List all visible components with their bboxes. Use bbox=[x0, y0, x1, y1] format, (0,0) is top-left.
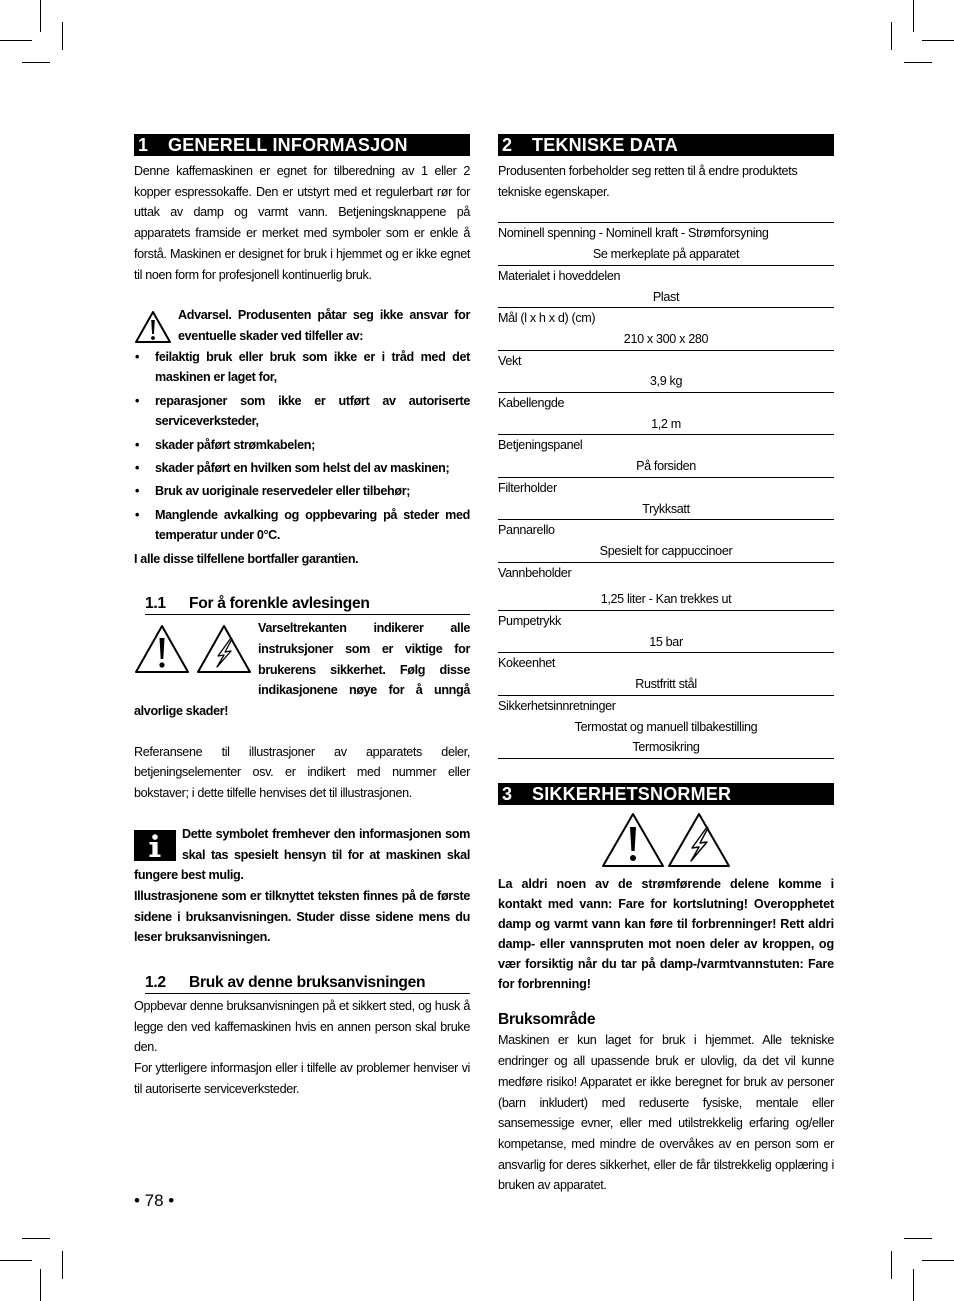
table-row bbox=[498, 478, 834, 520]
spec-value: Rustfritt stål bbox=[635, 677, 697, 692]
crop-mark bbox=[0, 40, 32, 41]
section-number: 2 bbox=[502, 135, 513, 155]
spec-value: Spesielt for cappuccinoer bbox=[599, 543, 733, 558]
table-row bbox=[498, 393, 834, 435]
crop-mark bbox=[904, 1238, 932, 1239]
section-1-intro: Denne kaffemaskinen er egnet for tilberedning av 1 eller 2 kopper espressokaffe. Den er utstyrt med et regulerbart rør for uttak av damp og varmt vann. Betjeningsknappene på apparatets framside er merket med symboler som er enkle å forstå. Maskinen er designet for bruk i hjemmet og er ikke egnet til noen form for profesjonell kontinuerlig bruk. bbox=[134, 164, 470, 282]
spec-value: På forsiden bbox=[636, 459, 696, 474]
spec-label: Filterholder bbox=[498, 480, 557, 495]
spec-label: Pannarello bbox=[498, 523, 555, 538]
table-row bbox=[498, 520, 834, 562]
right-column bbox=[498, 134, 834, 1196]
spec-value: 15 bar bbox=[649, 634, 683, 649]
section-2-header bbox=[498, 134, 834, 156]
section-number: 1 bbox=[138, 135, 149, 155]
spec-value: 3,9 kg bbox=[649, 374, 683, 389]
crop-mark bbox=[22, 62, 50, 63]
crop-mark bbox=[22, 1238, 50, 1239]
subsection-title: Bruk av denne bruksanvisningen bbox=[189, 974, 426, 992]
crop-mark bbox=[62, 22, 63, 50]
section-title: TEKNISKE DATA bbox=[532, 135, 678, 155]
spec-label: Sikkerhetsinnretninger bbox=[498, 698, 616, 713]
crop-mark bbox=[40, 0, 41, 32]
safety-warning-block bbox=[134, 618, 470, 722]
section-title: SIKKERHETSNORMER bbox=[532, 783, 732, 804]
subsection-title: For å forenkle avlesingen bbox=[189, 595, 370, 613]
list-item: • skader påført strømkabelen; bbox=[134, 435, 470, 456]
section-3-warning: La aldri noen av de strømførende delene komme i kontakt med vann: Fare for kortslutning! Overopphetet damp og varmt vann kan føre til forbrenninger! Rett aldri damp- eller vannspruten mot noen deler av kroppen, og vær forsiktig når du tar på damp-/varmtvannstuten: Fare for forbrenning! bbox=[498, 876, 834, 991]
info-icon-glyph bbox=[134, 830, 176, 861]
list-item: • skader påført en hvilken som helst del av maskinen; bbox=[134, 458, 470, 479]
crop-mark bbox=[904, 62, 932, 63]
crop-mark bbox=[62, 1251, 63, 1279]
section-3-header bbox=[498, 783, 834, 805]
warning-text: Advarsel. Produsenten påtar seg ikke ansvar for eventuelle skader ved tilfeller av: bbox=[178, 308, 470, 343]
spec-label: Kabellengde bbox=[498, 396, 565, 411]
spec-value: Termostat og manuell tilbakestilling bbox=[574, 719, 758, 734]
spec-label: Nominell spenning - Nominell kraft - Strømforsyning bbox=[498, 226, 769, 241]
info-text: Dette symbolet fremhever den informasjonen som skal tas spesielt hensyn til for at maskinen skal fungere best mulig. bbox=[134, 826, 470, 883]
manual-storage-text: Oppbevar denne bruksanvisningen på et sikkert sted, og husk å legge den ved kaffemaskinen hvis en annen person skal bruke den. bbox=[134, 999, 470, 1055]
section-number: 3 bbox=[502, 783, 513, 804]
info-block bbox=[134, 824, 470, 886]
service-info-text: For ytterligere informasjon eller i tilfelle av problemer henviser vi til autoriserte serviceverksteder. bbox=[134, 1061, 470, 1096]
list-item: • Bruk av uoriginale reservedeler eller tilbehør; bbox=[134, 481, 470, 502]
section-title: GENERELL INFORMASJON bbox=[168, 135, 408, 155]
crop-mark bbox=[913, 0, 914, 32]
left-column bbox=[134, 134, 470, 1100]
table-row bbox=[498, 266, 834, 308]
subsection-number: 1.1 bbox=[145, 595, 166, 613]
warning-triangle-icon bbox=[601, 811, 665, 869]
page-number: • 78 • bbox=[134, 1191, 175, 1210]
crop-mark bbox=[891, 22, 892, 50]
list-item: • feilaktig bruk eller bruk som ikke er i tråd med det maskinen er laget for, bbox=[134, 347, 470, 388]
spec-label: Betjeningspanel bbox=[498, 438, 583, 453]
subsection-number: 1.2 bbox=[145, 974, 166, 992]
spec-value: 1,25 liter - Kan trekkes ut bbox=[600, 592, 732, 607]
subsection-1-2-header bbox=[145, 973, 470, 994]
guarantee-note: I alle disse tilfellene bortfaller garantien. bbox=[134, 551, 359, 566]
liability-list bbox=[134, 347, 470, 546]
references-text: Referansene til illustrasjoner av apparatets deler, betjeningselementer osv. er indikert med nummer eller bokstaver; i dette tilfelle henvises det til illustrasjonen. bbox=[134, 744, 470, 801]
spec-value: 1,2 m bbox=[651, 416, 681, 431]
illustrations-text: Illustrasjonene som er tilknyttet teksten finnes på de første sidene i bruksanvisningen. Studer disse sidene mens du leser bruksanvisningen. bbox=[134, 888, 470, 945]
list-item: • reparasjoner som ikke er utført av autoriserte serviceverksteder, bbox=[134, 391, 470, 432]
spec-value: Termosikring bbox=[632, 740, 700, 755]
usage-heading: Bruksområde bbox=[498, 1011, 596, 1029]
usage-text: Maskinen er kun laget for bruk i hjemmet. Alle tekniske endringer og all upassende bruk er ulovlig, da det vil kunne medføre risiko! Apparatet er ikke beregnet for bruk av personer (barn inkludert) med reduserte fysiske, mentale eller sansemessige evner, eller med utilstrekkelig erfaring og/eller kompetanse, med mindre de overvåkes av en person som er ansvarlig for deres sikkerhet, eller de får tilstrekkelig opplæring i bruken av apparatet. bbox=[498, 1033, 834, 1193]
crop-mark bbox=[922, 40, 954, 41]
spec-label: Materialet i hoveddelen bbox=[498, 268, 621, 283]
table-row bbox=[498, 351, 834, 393]
warning-icons bbox=[134, 623, 258, 683]
electric-shock-triangle-icon bbox=[196, 623, 252, 675]
crop-mark bbox=[913, 1269, 914, 1301]
safety-warning-text: Varseltrekanten indikerer alle instruksjoner som er viktige for brukerens sikkerhet. Følg disse indikasjonene nøye for å unngå alvorlige skader! bbox=[134, 621, 470, 719]
spec-label: Vekt bbox=[498, 353, 522, 368]
info-icon bbox=[134, 830, 176, 861]
crop-mark bbox=[0, 1260, 32, 1261]
spec-label: Mål (l x h x d) (cm) bbox=[498, 311, 596, 326]
warning-block bbox=[134, 305, 470, 346]
electric-shock-triangle-icon bbox=[667, 811, 731, 869]
crop-mark bbox=[40, 1269, 41, 1301]
crop-mark bbox=[922, 1260, 954, 1261]
technical-data-table bbox=[498, 222, 834, 759]
table-row bbox=[498, 611, 834, 653]
spec-label: Vannbeholder bbox=[498, 565, 572, 580]
list-item: • Manglende avkalking og oppbevaring på steder med temperatur under 0°C. bbox=[134, 505, 470, 546]
table-row bbox=[498, 435, 834, 477]
subsection-1-1-header bbox=[145, 594, 470, 615]
section-1-header bbox=[134, 134, 470, 156]
table-row bbox=[498, 696, 834, 759]
spec-label: Kokeenhet bbox=[498, 656, 556, 671]
section-3-icons bbox=[498, 811, 834, 873]
table-row bbox=[498, 563, 834, 611]
crop-mark bbox=[891, 1251, 892, 1279]
section-2-intro: Produsenten forbeholder seg retten til å endre produktets tekniske egenskaper. bbox=[498, 164, 798, 199]
warning-triangle-icon bbox=[134, 310, 172, 344]
table-row bbox=[498, 308, 834, 350]
table-row bbox=[498, 653, 834, 695]
spec-value: Plast bbox=[652, 289, 680, 304]
spec-label: Pumpetrykk bbox=[498, 614, 561, 629]
table-row bbox=[498, 223, 834, 265]
warning-triangle-icon bbox=[134, 623, 190, 675]
spec-value: Trykksatt bbox=[642, 501, 690, 516]
spec-value: 210 x 300 x 280 bbox=[623, 331, 709, 346]
spec-value: Se merkeplate på apparatet bbox=[592, 247, 740, 262]
